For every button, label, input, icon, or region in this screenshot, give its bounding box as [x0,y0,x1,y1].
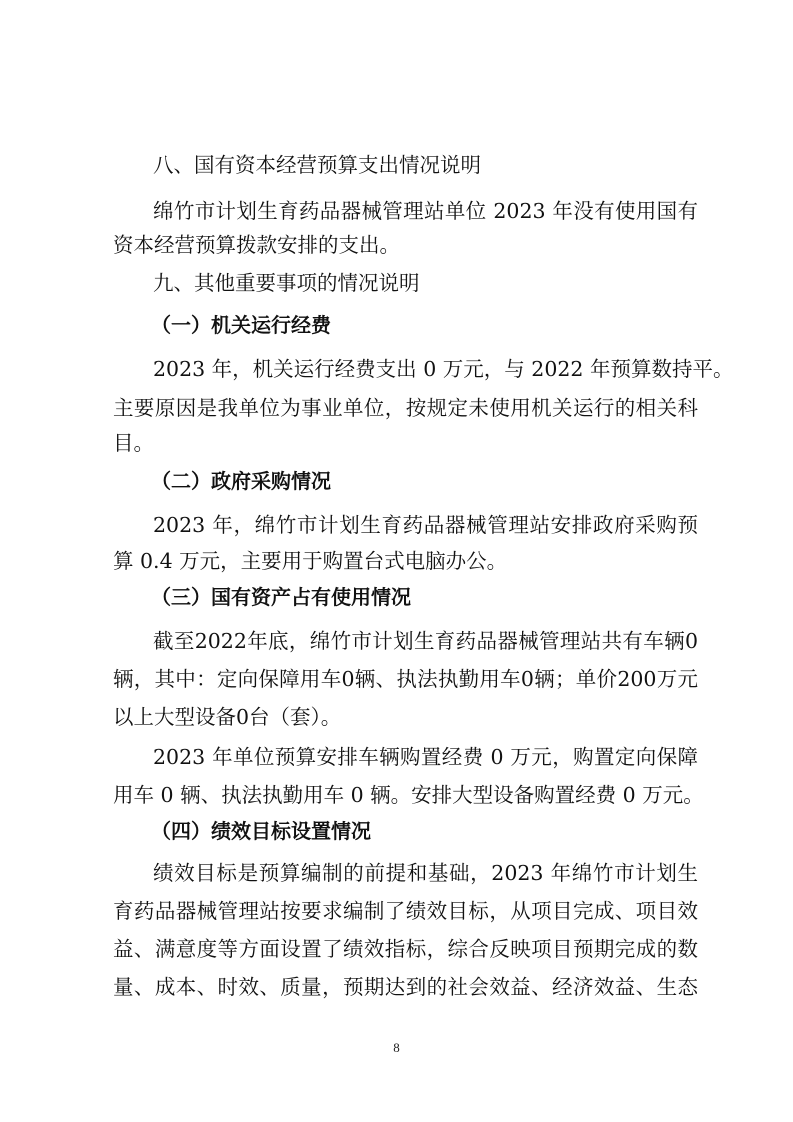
subsection-1-paragraph-line: 2023 年，机关运行经费支出 0 万元，与 2022 年预算数持平。 [153,357,734,381]
subsection-4-paragraph-line: 量、成本、时效、质量，预期达到的社会效益、经济效益、生态 [113,975,698,999]
subsection-4-paragraph-line: 益、满意度等方面设置了绩效指标，综合反映项目预期完成的数 [113,937,698,961]
page-number: 8 [393,1040,400,1055]
subsection-4-title: （四）绩效目标设置情况 [151,819,371,843]
section-8-paragraph-line: 绵竹市计划生育药品器械管理站单位 2023 年没有使用国有 [153,199,698,223]
subsection-2-paragraph-line: 算 0.4 万元，主要用于购置台式电脑办公。 [113,549,508,573]
subsection-2-paragraph-line: 2023 年，绵竹市计划生育药品器械管理站安排政府采购预 [153,513,698,537]
subsection-1-paragraph-line: 主要原因是我单位为事业单位，按规定未使用机关运行的相关科 [113,396,698,420]
subsection-3-paragraph-line: 截至2022年底，绵竹市计划生育药品器械管理站共有车辆0 [153,629,698,653]
section-8-paragraph-line: 资本经营预算拨款安排的支出。 [113,233,400,257]
section-8-heading: 八、国有资本经营预算支出情况说明 [153,153,481,177]
subsection-4-paragraph-line: 绩效目标是预算编制的前提和基础，2023 年绵竹市计划生 [153,861,698,885]
subsection-3-paragraph-line: 2023 年单位预算安排车辆购置经费 0 万元，购置定向保障 [153,745,698,769]
subsection-3-paragraph-line: 用车 0 辆、执法执勤用车 0 辆。安排大型设备购置经费 0 万元。 [113,783,704,807]
subsection-3-title: （三）国有资产占有使用情况 [151,585,411,609]
subsection-1-title: （一）机关运行经费 [151,313,331,337]
subsection-3-paragraph-line: 辆，其中：定向保障用车0辆、执法执勤用车0辆；单价200万元 [113,667,698,691]
subsection-2-title: （二）政府采购情况 [151,469,331,493]
subsection-3-paragraph-line: 以上大型设备0台（套）。 [113,705,342,729]
section-9-heading: 九、其他重要事项的情况说明 [153,271,420,295]
subsection-4-paragraph-line: 育药品器械管理站按要求编制了绩效目标，从项目完成、项目效 [113,899,698,923]
subsection-1-paragraph-line: 目。 [113,431,154,455]
